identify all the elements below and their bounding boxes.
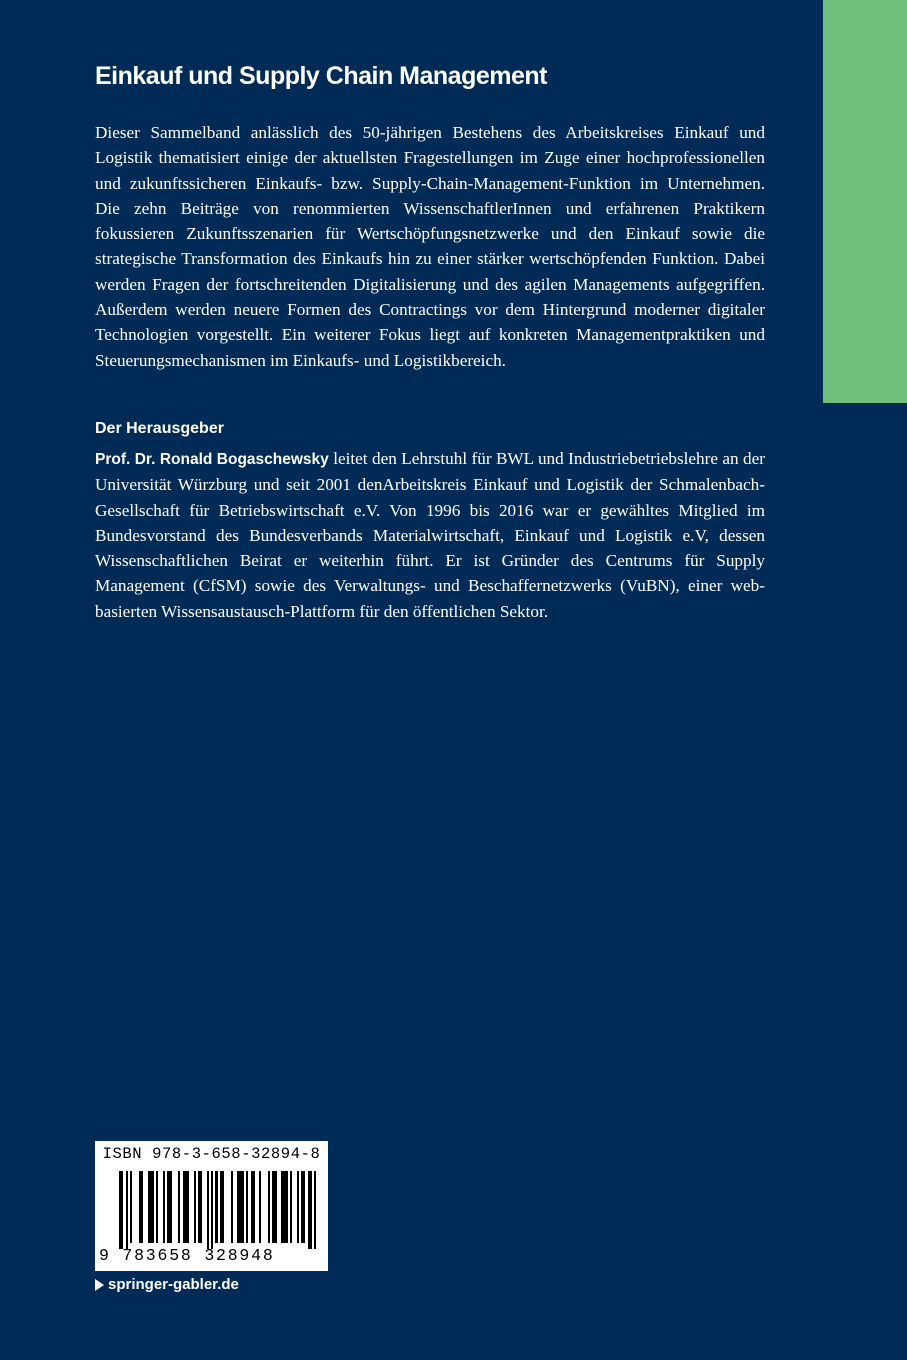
book-title: Einkauf und Supply Chain Management (95, 62, 547, 90)
book-description: Dieser Sammelband anlässlich des 50-jährigen Bestehens des Arbeitskreises Einkauf und Logistik thematisiert einige der aktuellsten Fragestellungen im Zuge einer hochprofessionellen und zukunftssicheren Einkaufs- bzw. Supply-Chain-Management-Funktion im Unternehmen. Die zehn Beiträge von renommierten WissenschaftlerInnen und erfahrenen Praktikern fokussieren Zukunftsszenarien für Wertschöpfungsnetzwerke und den Einkauf sowie die strategische Transformation des Einkaufs hin zu einer stärker wertschöpfenden Funktion. Dabei werden Fragen der fortschreitenden Digitalisierung und des agilen Managements aufgegriffen. Außerdem werden neuere Formen des Contractings vor dem Hintergrund moderner digitaler Technologien vorgestellt. Ein weiterer Fokus liegt auf konkreten Managementpraktiken und Steuerungsmechanismen im Einkaufs- und Logistikbereich. (95, 123, 765, 370)
barcode-space (224, 1171, 231, 1243)
editor-name: Prof. Dr. Ronald Bogaschewsky (95, 451, 329, 468)
editor-bio (95, 446, 765, 624)
editor-bio-text: leitet den Lehrstuhl für BWL und Industriebetriebslehre an der Universität Würzburg und seit 2001 denArbeitskreis Einkauf und Logistik der Schmalenbach-Gesellschaft für Betriebswirtschaft e.V. Von 1996 bis 2016 war er gewähltes Mitglied im Bundesvorstand des Bundesverbands Materialwirtschaft, Einkauf und Logistik e.V, dessen Wissenschaftlichen Beirat er weiterhin führt. Er ist Gründer des Centrums für Supply Management (CfSM) sowie des Verwaltungs- und Beschaffernetzwerks (VuBN), einer web-basierten Wissensaustausch-Plattform für den öffentlichen Sektor. (95, 449, 765, 621)
barcode-space (316, 1171, 318, 1243)
barcode-bar (148, 1171, 155, 1243)
barcode-bar (237, 1171, 244, 1243)
isbn-label: ISBN 978-3-658-32894-8 (102, 1145, 321, 1163)
editor-heading: Der Herausgeber (95, 420, 224, 437)
barcode-bar (281, 1171, 288, 1243)
barcode-space (261, 1171, 268, 1243)
accent-color-bar (823, 0, 907, 403)
barcode-bars (119, 1171, 319, 1249)
barcode-space (172, 1171, 179, 1243)
triangle-right-icon (95, 1279, 104, 1291)
publisher-website[interactable] (95, 1276, 239, 1293)
isbn-barcode (95, 1141, 328, 1271)
barcode-digits: 9 783658 328948 (99, 1246, 275, 1265)
barcode-bar (183, 1171, 190, 1243)
website-link-text[interactable]: springer-gabler.de (108, 1276, 239, 1293)
barcode-space (132, 1171, 139, 1243)
